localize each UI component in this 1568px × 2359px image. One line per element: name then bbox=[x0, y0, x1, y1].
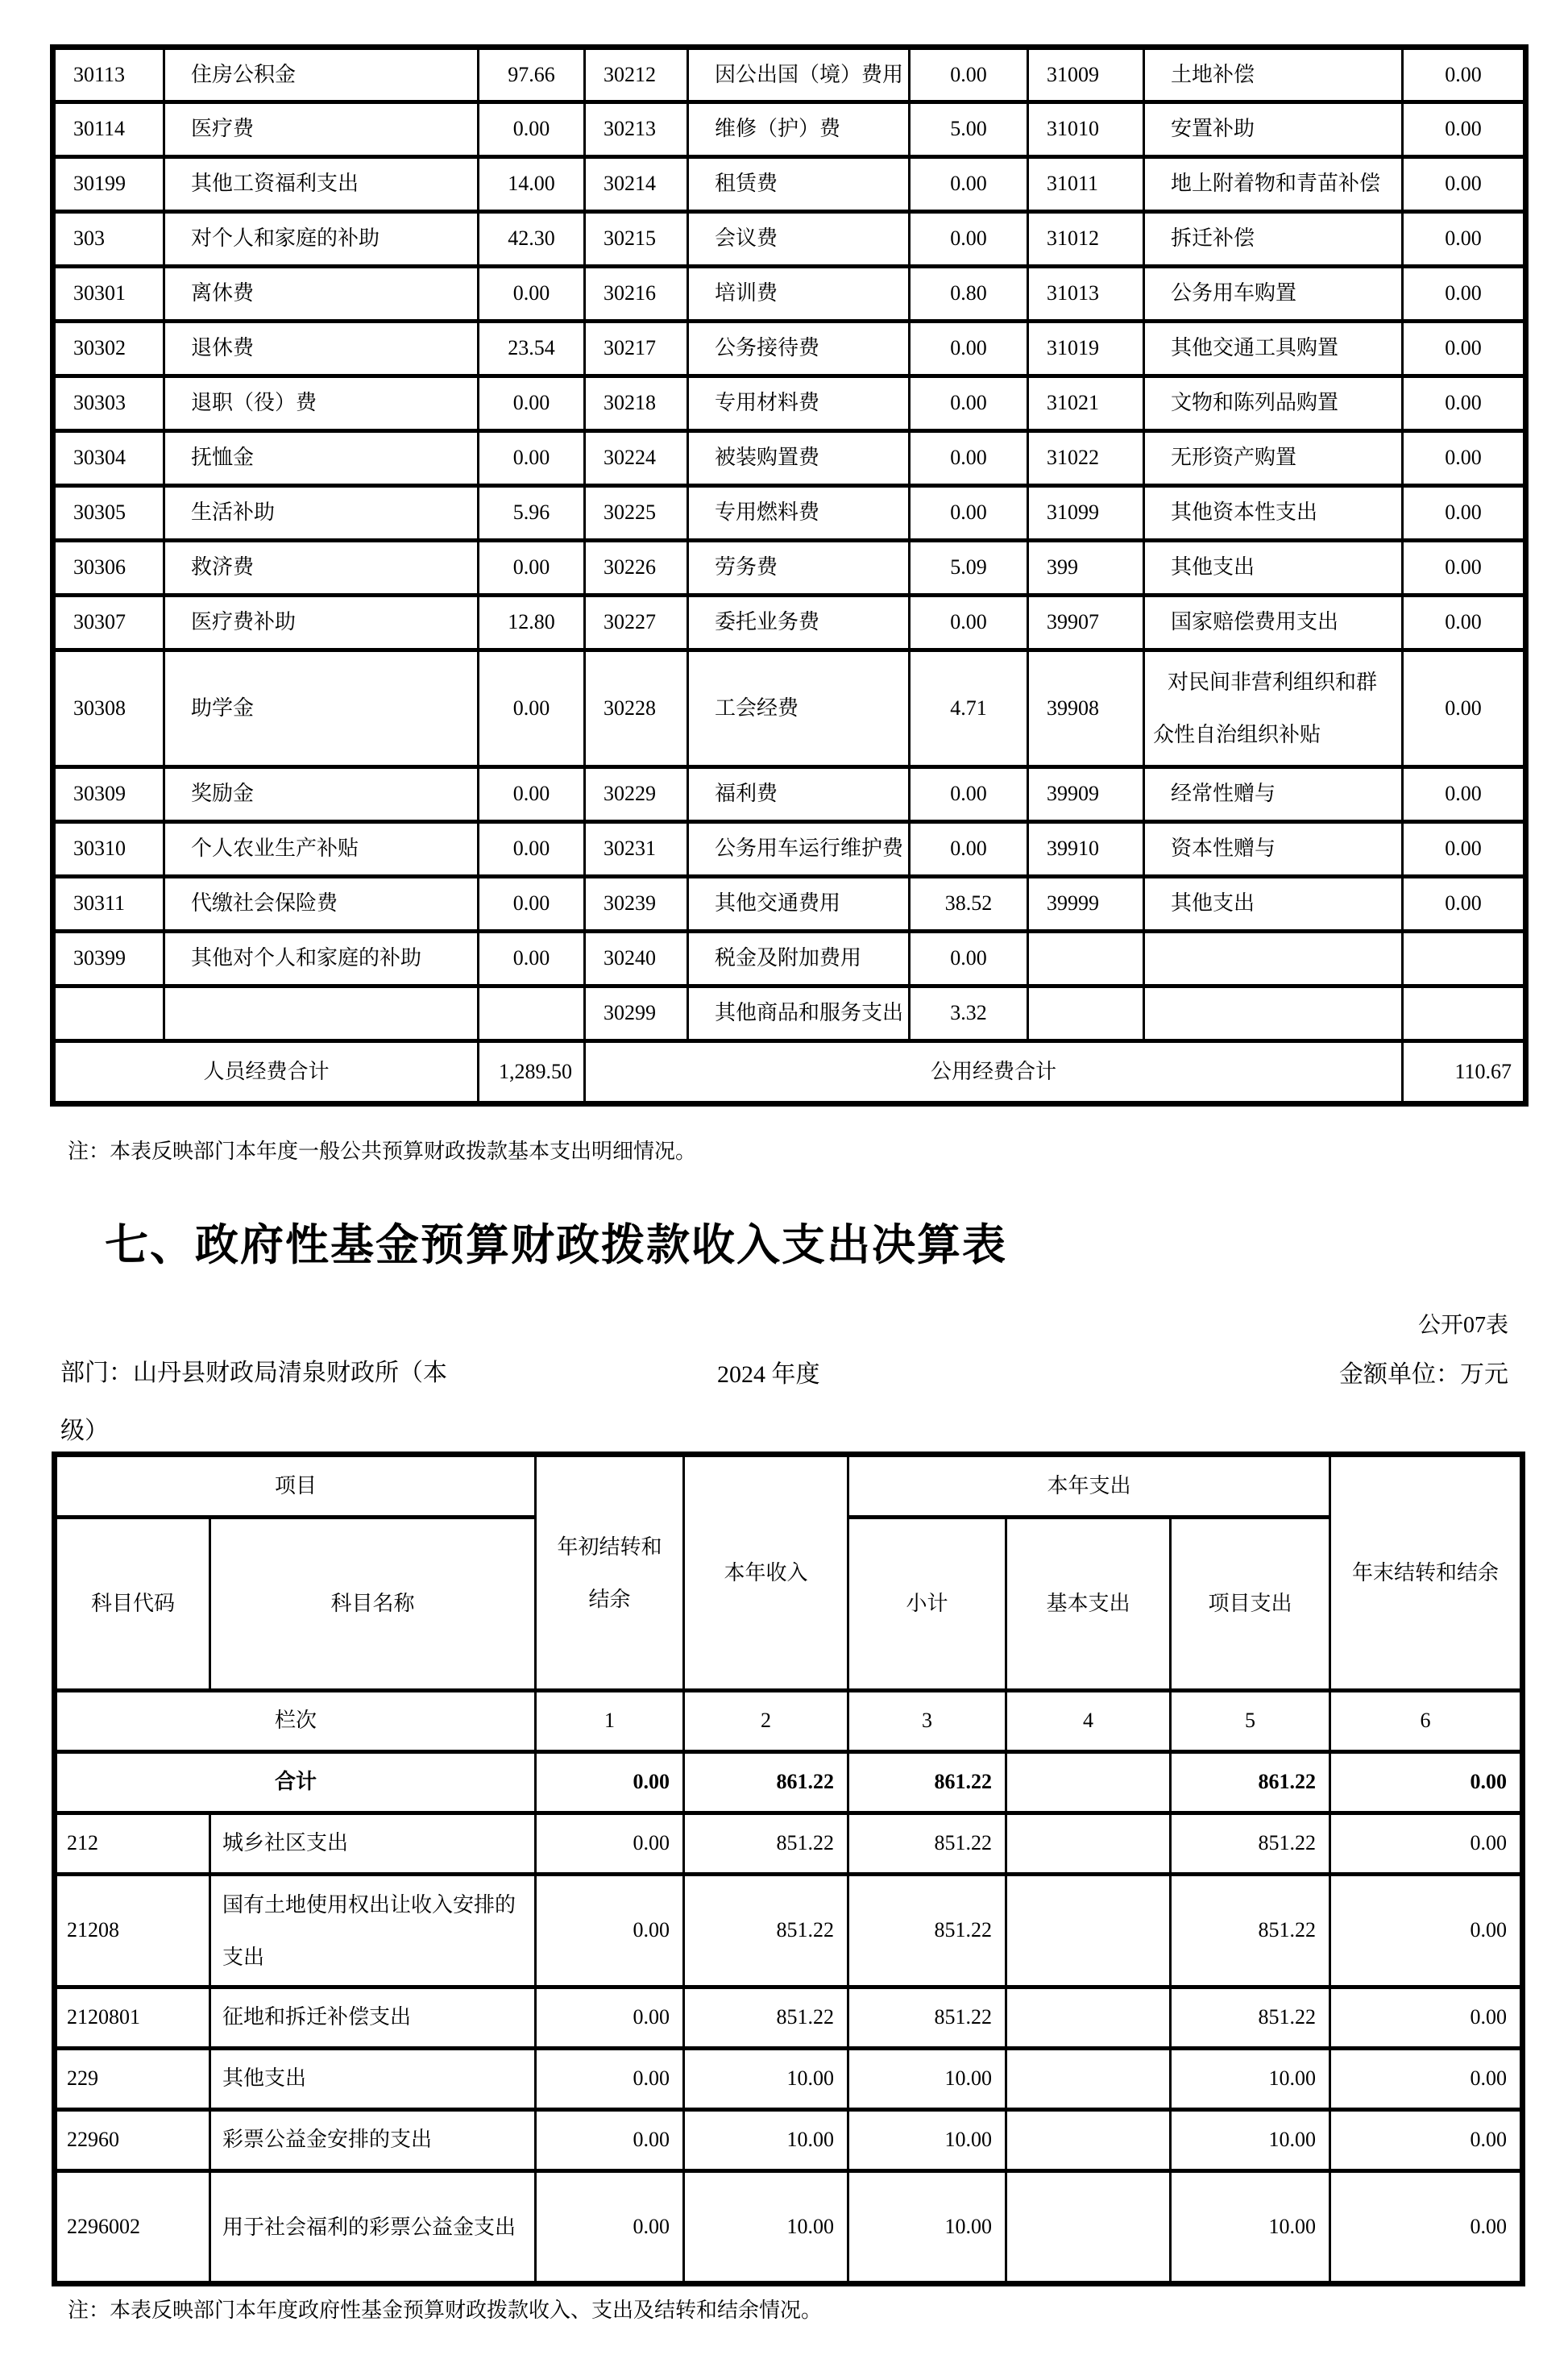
table1-cell-n3: 资本性赠与 bbox=[1144, 822, 1403, 877]
table1-cell-v1 bbox=[479, 986, 585, 1041]
table1-cell-c3 bbox=[1028, 986, 1144, 1041]
personnel-total-value: 1,289.50 bbox=[479, 1041, 585, 1104]
table2-cell-v2: 10.00 bbox=[684, 2171, 848, 2284]
table1-cell-v2: 38.52 bbox=[910, 877, 1028, 932]
table1-cell-c3: 31011 bbox=[1028, 157, 1144, 212]
table2-cell-v2: 851.22 bbox=[684, 1813, 848, 1875]
table1-cell-n3: 其他支出 bbox=[1144, 877, 1403, 932]
table-number: 公开07表 bbox=[1417, 1313, 1508, 1338]
column-index-1: 1 bbox=[536, 1691, 684, 1752]
table1-cell-v3: 0.00 bbox=[1403, 157, 1526, 212]
table1-cell-n2: 培训费 bbox=[688, 267, 910, 322]
table1-cell-n1: 医疗费补助 bbox=[164, 596, 479, 650]
public-funds-total-label: 公用经费合计 bbox=[585, 1041, 1403, 1104]
table2-cell-v3: 10.00 bbox=[848, 2110, 1006, 2171]
table1-cell-c3: 31009 bbox=[1028, 48, 1144, 102]
table1-cell-c3: 39910 bbox=[1028, 822, 1144, 877]
table1-cell-v2: 0.00 bbox=[910, 767, 1028, 822]
table1-cell-v1: 0.00 bbox=[479, 102, 585, 157]
table2-cell-name: 征地和拆迁补偿支出 bbox=[210, 1987, 536, 2049]
table1-cell-v2: 0.00 bbox=[910, 212, 1028, 267]
table1-cell-n1: 医疗费 bbox=[164, 102, 479, 157]
section-title: 七、政府性基金预算财政拨款收入支出决算表 bbox=[105, 1221, 1007, 1269]
table-row bbox=[53, 267, 1526, 322]
department-label: 部门：山丹县财政局清泉财政所（本级） bbox=[60, 1360, 447, 1444]
table-row bbox=[55, 1752, 1523, 1813]
table1-cell-n3: 其他支出 bbox=[1144, 541, 1403, 596]
column-index-3: 3 bbox=[848, 1691, 1006, 1752]
table1-cell-n2: 因公出国（境）费用 bbox=[688, 48, 910, 102]
table1-cell-c3: 31019 bbox=[1028, 322, 1144, 376]
table1-cell-c1: 30304 bbox=[53, 431, 164, 486]
table1-cell-n1: 救济费 bbox=[164, 541, 479, 596]
table1-cell-c1: 30303 bbox=[53, 376, 164, 431]
table-row bbox=[55, 1987, 1523, 2049]
table1-cell-n2: 公务用车运行维护费 bbox=[688, 822, 910, 877]
table1-cell-n1: 其他工资福利支出 bbox=[164, 157, 479, 212]
table2-cell-v3: 851.22 bbox=[848, 1875, 1006, 1987]
table1-cell-c2: 30240 bbox=[585, 932, 688, 986]
table2-cell-v3: 861.22 bbox=[848, 1752, 1006, 1813]
table-row bbox=[53, 877, 1526, 932]
table1-cell-v3: 0.00 bbox=[1403, 431, 1526, 486]
table1-cell-n3: 土地补偿 bbox=[1144, 48, 1403, 102]
table1-cell-v3: 0.00 bbox=[1403, 596, 1526, 650]
table1-cell-v3: 0.00 bbox=[1403, 48, 1526, 102]
table1-cell-n3: 安置补助 bbox=[1144, 102, 1403, 157]
table2-cell-v1: 0.00 bbox=[536, 1987, 684, 2049]
table1-cell-v2: 0.00 bbox=[910, 486, 1028, 541]
table2-cell-code: 229 bbox=[55, 2049, 210, 2110]
table1-cell-c2: 30226 bbox=[585, 541, 688, 596]
table-row bbox=[53, 596, 1526, 650]
table1-cell-v2: 0.00 bbox=[910, 932, 1028, 986]
table1-cell-c2: 30231 bbox=[585, 822, 688, 877]
table2-cell-v4 bbox=[1006, 2171, 1171, 2284]
column-index-2: 2 bbox=[684, 1691, 848, 1752]
table1-cell-n2: 租赁费 bbox=[688, 157, 910, 212]
table2-cell-code: 2296002 bbox=[55, 2171, 210, 2284]
column-index-4: 4 bbox=[1006, 1691, 1171, 1752]
table-row bbox=[53, 541, 1526, 596]
table1-cell-n3: 拆迁补偿 bbox=[1144, 212, 1403, 267]
table1-cell-v1: 0.00 bbox=[479, 431, 585, 486]
table1-cell-c3: 39909 bbox=[1028, 767, 1144, 822]
table2-header-row-1 bbox=[55, 1455, 1523, 1518]
table1-cell-n1: 其他对个人和家庭的补助 bbox=[164, 932, 479, 986]
table2-cell-v1: 0.00 bbox=[536, 2171, 684, 2284]
table-row bbox=[55, 1875, 1523, 1987]
table1-cell-c1: 30307 bbox=[53, 596, 164, 650]
table1-cell-v3: 0.00 bbox=[1403, 322, 1526, 376]
table2-cell-v2: 10.00 bbox=[684, 2049, 848, 2110]
table1-cell-n3: 文物和陈列品购置 bbox=[1144, 376, 1403, 431]
table1-cell-v2: 0.00 bbox=[910, 322, 1028, 376]
table1-cell-c3 bbox=[1028, 932, 1144, 986]
table1-cell-v3: 0.00 bbox=[1403, 267, 1526, 322]
table2-cell-v4 bbox=[1006, 1813, 1171, 1875]
table1-cell-v2: 0.00 bbox=[910, 431, 1028, 486]
table-row bbox=[55, 2171, 1523, 2284]
table2-cell-v1: 0.00 bbox=[536, 2110, 684, 2171]
table2-cell-name: 其他支出 bbox=[210, 2049, 536, 2110]
table2-cell-v5: 861.22 bbox=[1171, 1752, 1330, 1813]
table1-cell-c3: 31099 bbox=[1028, 486, 1144, 541]
table1-cell-c3: 399 bbox=[1028, 541, 1144, 596]
table1-cell-c1: 30399 bbox=[53, 932, 164, 986]
table1-cell-c1: 30308 bbox=[53, 650, 164, 767]
column-index-5: 5 bbox=[1171, 1691, 1330, 1752]
table1-cell-n3: 公务用车购置 bbox=[1144, 267, 1403, 322]
table1-cell-c2: 30213 bbox=[585, 102, 688, 157]
table1-cell-c3: 31010 bbox=[1028, 102, 1144, 157]
table1-cell-n2: 专用燃料费 bbox=[688, 486, 910, 541]
table1-cell-c2: 30225 bbox=[585, 486, 688, 541]
gov-fund-budget-table bbox=[52, 1452, 1525, 2286]
table1-cell-v2: 0.00 bbox=[910, 376, 1028, 431]
table-row bbox=[53, 932, 1526, 986]
table1-cell-n2: 公务接待费 bbox=[688, 322, 910, 376]
table1-cell-c3: 31012 bbox=[1028, 212, 1144, 267]
table1-cell-v1: 0.00 bbox=[479, 541, 585, 596]
table1-cell-c2: 30212 bbox=[585, 48, 688, 102]
table-row bbox=[53, 650, 1526, 767]
table1-cell-n3: 其他交通工具购置 bbox=[1144, 322, 1403, 376]
table-row bbox=[53, 767, 1526, 822]
table2-cell-v4 bbox=[1006, 1752, 1171, 1813]
table1-cell-v1: 0.00 bbox=[479, 822, 585, 877]
table1-cell-v1: 0.00 bbox=[479, 376, 585, 431]
table1-cell-n2: 专用材料费 bbox=[688, 376, 910, 431]
table1-cell-c1: 30113 bbox=[53, 48, 164, 102]
table1-cell-v3: 0.00 bbox=[1403, 877, 1526, 932]
table1-cell-n3: 对民间非营利组织和群众性自治组织补贴 bbox=[1144, 650, 1403, 767]
table-row bbox=[53, 822, 1526, 877]
table1-cell-v1: 14.00 bbox=[479, 157, 585, 212]
table2-cell-v5: 851.22 bbox=[1171, 1987, 1330, 2049]
table1-cell-c1: 30306 bbox=[53, 541, 164, 596]
table2-cell-v2: 851.22 bbox=[684, 1875, 848, 1987]
table2-cell-v1: 0.00 bbox=[536, 1752, 684, 1813]
table2-cell-code: 22960 bbox=[55, 2110, 210, 2171]
table2-body bbox=[55, 1752, 1523, 2284]
table2-cell-name: 城乡社区支出 bbox=[210, 1813, 536, 1875]
table1-cell-n2: 委托业务费 bbox=[688, 596, 910, 650]
table2-cell-v1: 0.00 bbox=[536, 1875, 684, 1987]
table1-cell-c3: 31013 bbox=[1028, 267, 1144, 322]
table1-cell-c2: 30299 bbox=[585, 986, 688, 1041]
table1-cell-v1: 0.00 bbox=[479, 650, 585, 767]
table1-cell-n1: 离休费 bbox=[164, 267, 479, 322]
table1-cell-n2: 工会经费 bbox=[688, 650, 910, 767]
table2-cell-v6: 0.00 bbox=[1330, 1752, 1523, 1813]
table1-cell-c1: 30114 bbox=[53, 102, 164, 157]
header-opening-balance bbox=[536, 1455, 684, 1691]
header-subject-name: 科目名称 bbox=[210, 1518, 536, 1691]
table1-cell-n1 bbox=[164, 986, 479, 1041]
table1-cell-v2: 0.00 bbox=[910, 822, 1028, 877]
header-opening-balance-text: 年初结转和结余 bbox=[557, 1535, 662, 1611]
header-subtotal: 小计 bbox=[848, 1518, 1006, 1691]
table1-footer-row bbox=[53, 1041, 1526, 1104]
table-row bbox=[53, 212, 1526, 267]
table2-cell-v5: 10.00 bbox=[1171, 2110, 1330, 2171]
table2-cell-v5: 10.00 bbox=[1171, 2049, 1330, 2110]
table2-cell-v6: 0.00 bbox=[1330, 2049, 1523, 2110]
table1-cell-n1: 抚恤金 bbox=[164, 431, 479, 486]
table1-cell-n1: 退休费 bbox=[164, 322, 479, 376]
table1-cell-v2: 4.71 bbox=[910, 650, 1028, 767]
table1-cell-v3: 0.00 bbox=[1403, 822, 1526, 877]
table2-cell-v5: 851.22 bbox=[1171, 1875, 1330, 1987]
table2-cell-v1: 0.00 bbox=[536, 2049, 684, 2110]
table1-cell-v1: 5.96 bbox=[479, 486, 585, 541]
table1-cell-v3 bbox=[1403, 986, 1526, 1041]
table2-cell-v3: 851.22 bbox=[848, 1987, 1006, 2049]
table1-cell-v1: 0.00 bbox=[479, 877, 585, 932]
table2-note: 注：本表反映部门本年度政府性基金预算财政拨款收入、支出及结转和结余情况。 bbox=[68, 2299, 823, 2322]
table1-cell-c1: 30302 bbox=[53, 322, 164, 376]
table1-cell-c1: 30310 bbox=[53, 822, 164, 877]
table1-cell-v1: 0.00 bbox=[479, 267, 585, 322]
table2-cell-code: 212 bbox=[55, 1813, 210, 1875]
table1-cell-c2: 30239 bbox=[585, 877, 688, 932]
table2-cell-v6: 0.00 bbox=[1330, 2110, 1523, 2171]
table1-cell-n1: 住房公积金 bbox=[164, 48, 479, 102]
table1-cell-v1: 12.80 bbox=[479, 596, 585, 650]
table1-cell-n3 bbox=[1144, 932, 1403, 986]
table1-cell-c1 bbox=[53, 986, 164, 1041]
table2-cell-v3: 851.22 bbox=[848, 1813, 1006, 1875]
header-project-expenditure: 项目支出 bbox=[1171, 1518, 1330, 1691]
table1-cell-n1: 奖励金 bbox=[164, 767, 479, 822]
table1-cell-v2: 5.09 bbox=[910, 541, 1028, 596]
table2-cell-v6: 0.00 bbox=[1330, 1875, 1523, 1987]
table1-cell-n1: 退职（役）费 bbox=[164, 376, 479, 431]
table-row bbox=[53, 376, 1526, 431]
table1-cell-n3: 国家赔偿费用支出 bbox=[1144, 596, 1403, 650]
table-row bbox=[55, 2049, 1523, 2110]
table1-cell-c2: 30216 bbox=[585, 267, 688, 322]
table1-cell-v3: 0.00 bbox=[1403, 650, 1526, 767]
table2-cell-v2: 861.22 bbox=[684, 1752, 848, 1813]
table1-cell-n3: 其他资本性支出 bbox=[1144, 486, 1403, 541]
table1-cell-c2: 30227 bbox=[585, 596, 688, 650]
table1-cell-v1: 0.00 bbox=[479, 767, 585, 822]
header-closing-balance: 年末结转和结余 bbox=[1330, 1455, 1523, 1691]
table-row bbox=[53, 431, 1526, 486]
table1-cell-c3: 39908 bbox=[1028, 650, 1144, 767]
table1-cell-n2: 福利费 bbox=[688, 767, 910, 822]
table2-cell-v3: 10.00 bbox=[848, 2049, 1006, 2110]
table1-body bbox=[53, 48, 1526, 1041]
table1-cell-v2: 3.32 bbox=[910, 986, 1028, 1041]
table2-cell-v2: 10.00 bbox=[684, 2110, 848, 2171]
table1-cell-n3: 地上附着物和青苗补偿 bbox=[1144, 157, 1403, 212]
table2-cell-code: 21208 bbox=[55, 1875, 210, 1987]
table1-cell-c2: 30229 bbox=[585, 767, 688, 822]
column-index-6: 6 bbox=[1330, 1691, 1523, 1752]
table1-cell-n3: 无形资产购置 bbox=[1144, 431, 1403, 486]
table1-cell-n3: 经常性赠与 bbox=[1144, 767, 1403, 822]
table1-cell-n2: 其他商品和服务支出 bbox=[688, 986, 910, 1041]
table2-cell-name: 彩票公益金安排的支出 bbox=[210, 2110, 536, 2171]
table1-cell-c1: 30199 bbox=[53, 157, 164, 212]
table1-cell-c3: 31022 bbox=[1028, 431, 1144, 486]
table1-note: 注：本表反映部门本年度一般公共预算财政拨款基本支出明细情况。 bbox=[68, 1140, 697, 1163]
table-row bbox=[53, 986, 1526, 1041]
table1-cell-c1: 30305 bbox=[53, 486, 164, 541]
table2-cell-v4 bbox=[1006, 1987, 1171, 2049]
table1-cell-v2: 0.80 bbox=[910, 267, 1028, 322]
table1-cell-v3: 0.00 bbox=[1403, 212, 1526, 267]
table1-cell-v2: 5.00 bbox=[910, 102, 1028, 157]
table1-cell-c2: 30218 bbox=[585, 376, 688, 431]
table1-cell-c1: 303 bbox=[53, 212, 164, 267]
table1-cell-v1: 23.54 bbox=[479, 322, 585, 376]
table-row bbox=[55, 2110, 1523, 2171]
table1-cell-v3: 0.00 bbox=[1403, 486, 1526, 541]
table2-column-index-row bbox=[55, 1691, 1523, 1752]
table1-cell-n1: 对个人和家庭的补助 bbox=[164, 212, 479, 267]
table1-cell-c1: 30309 bbox=[53, 767, 164, 822]
header-item: 项目 bbox=[55, 1455, 536, 1518]
table1-cell-v3 bbox=[1403, 932, 1526, 986]
table2-cell-v6: 0.00 bbox=[1330, 1987, 1523, 2049]
table2-cell-name: 用于社会福利的彩票公益金支出 bbox=[210, 2171, 536, 2284]
amount-unit-label: 金额单位：万元 bbox=[1339, 1361, 1508, 1388]
table1-cell-n2: 其他交通费用 bbox=[688, 877, 910, 932]
table1-cell-c2: 30228 bbox=[585, 650, 688, 767]
table1-cell-c3: 31021 bbox=[1028, 376, 1144, 431]
table-row bbox=[53, 322, 1526, 376]
header-current-expenditure: 本年支出 bbox=[848, 1455, 1330, 1518]
table2-cell-v4 bbox=[1006, 2110, 1171, 2171]
table1-cell-n2: 税金及附加费用 bbox=[688, 932, 910, 986]
table1-cell-v1: 97.66 bbox=[479, 48, 585, 102]
table2-cell-v3: 10.00 bbox=[848, 2171, 1006, 2284]
table1-cell-c2: 30215 bbox=[585, 212, 688, 267]
basic-expenditure-detail-table bbox=[50, 44, 1529, 1107]
table1-cell-c2: 30214 bbox=[585, 157, 688, 212]
table1-cell-n2: 劳务费 bbox=[688, 541, 910, 596]
table1-cell-n1: 代缴社会保险费 bbox=[164, 877, 479, 932]
table1-cell-v3: 0.00 bbox=[1403, 376, 1526, 431]
table2-cell-v2: 851.22 bbox=[684, 1987, 848, 2049]
table1-cell-v1: 42.30 bbox=[479, 212, 585, 267]
table2-cell-v6: 0.00 bbox=[1330, 1813, 1523, 1875]
table2-cell-v4 bbox=[1006, 2049, 1171, 2110]
table1-cell-n1: 生活补助 bbox=[164, 486, 479, 541]
public-funds-total-value: 110.67 bbox=[1403, 1041, 1526, 1104]
table1-cell-n1: 助学金 bbox=[164, 650, 479, 767]
table2-cell-v6: 0.00 bbox=[1330, 2171, 1523, 2284]
header-basic-expenditure: 基本支出 bbox=[1006, 1518, 1171, 1691]
table-row bbox=[53, 157, 1526, 212]
table1-cell-v3: 0.00 bbox=[1403, 541, 1526, 596]
table1-cell-n1: 个人农业生产补贴 bbox=[164, 822, 479, 877]
table1-cell-v3: 0.00 bbox=[1403, 102, 1526, 157]
table1-cell-c2: 30224 bbox=[585, 431, 688, 486]
table1-cell-c1: 30301 bbox=[53, 267, 164, 322]
table1-cell-c3: 39907 bbox=[1028, 596, 1144, 650]
table1-cell-n2: 会议费 bbox=[688, 212, 910, 267]
header-current-income: 本年收入 bbox=[684, 1455, 848, 1691]
table1-cell-v1: 0.00 bbox=[479, 932, 585, 986]
table2-cell-v4 bbox=[1006, 1875, 1171, 1987]
header-subject-code: 科目代码 bbox=[55, 1518, 210, 1691]
table1-cell-v2: 0.00 bbox=[910, 48, 1028, 102]
table-row bbox=[53, 48, 1526, 102]
table1-cell-c2: 30217 bbox=[585, 322, 688, 376]
table-row bbox=[53, 102, 1526, 157]
table2-cell-code: 2120801 bbox=[55, 1987, 210, 2049]
table2-total-label: 合计 bbox=[55, 1752, 536, 1813]
column-index-label: 栏次 bbox=[55, 1691, 536, 1752]
table-row bbox=[55, 1813, 1523, 1875]
table2-cell-v5: 851.22 bbox=[1171, 1813, 1330, 1875]
table2-cell-v1: 0.00 bbox=[536, 1813, 684, 1875]
table1-cell-n2: 维修（护）费 bbox=[688, 102, 910, 157]
table1-cell-c3: 39999 bbox=[1028, 877, 1144, 932]
table1-cell-v2: 0.00 bbox=[910, 596, 1028, 650]
table1-cell-v2: 0.00 bbox=[910, 157, 1028, 212]
table1-cell-v3: 0.00 bbox=[1403, 767, 1526, 822]
table1-cell-n3 bbox=[1144, 986, 1403, 1041]
table1-cell-n2: 被装购置费 bbox=[688, 431, 910, 486]
table2-cell-v5: 10.00 bbox=[1171, 2171, 1330, 2284]
personnel-total-label: 人员经费合计 bbox=[53, 1041, 479, 1104]
table1-cell-c1: 30311 bbox=[53, 877, 164, 932]
table-row bbox=[53, 486, 1526, 541]
fiscal-year-label: 2024 年度 bbox=[717, 1361, 820, 1388]
table2-cell-name: 国有土地使用权出让收入安排的支出 bbox=[210, 1875, 536, 1987]
